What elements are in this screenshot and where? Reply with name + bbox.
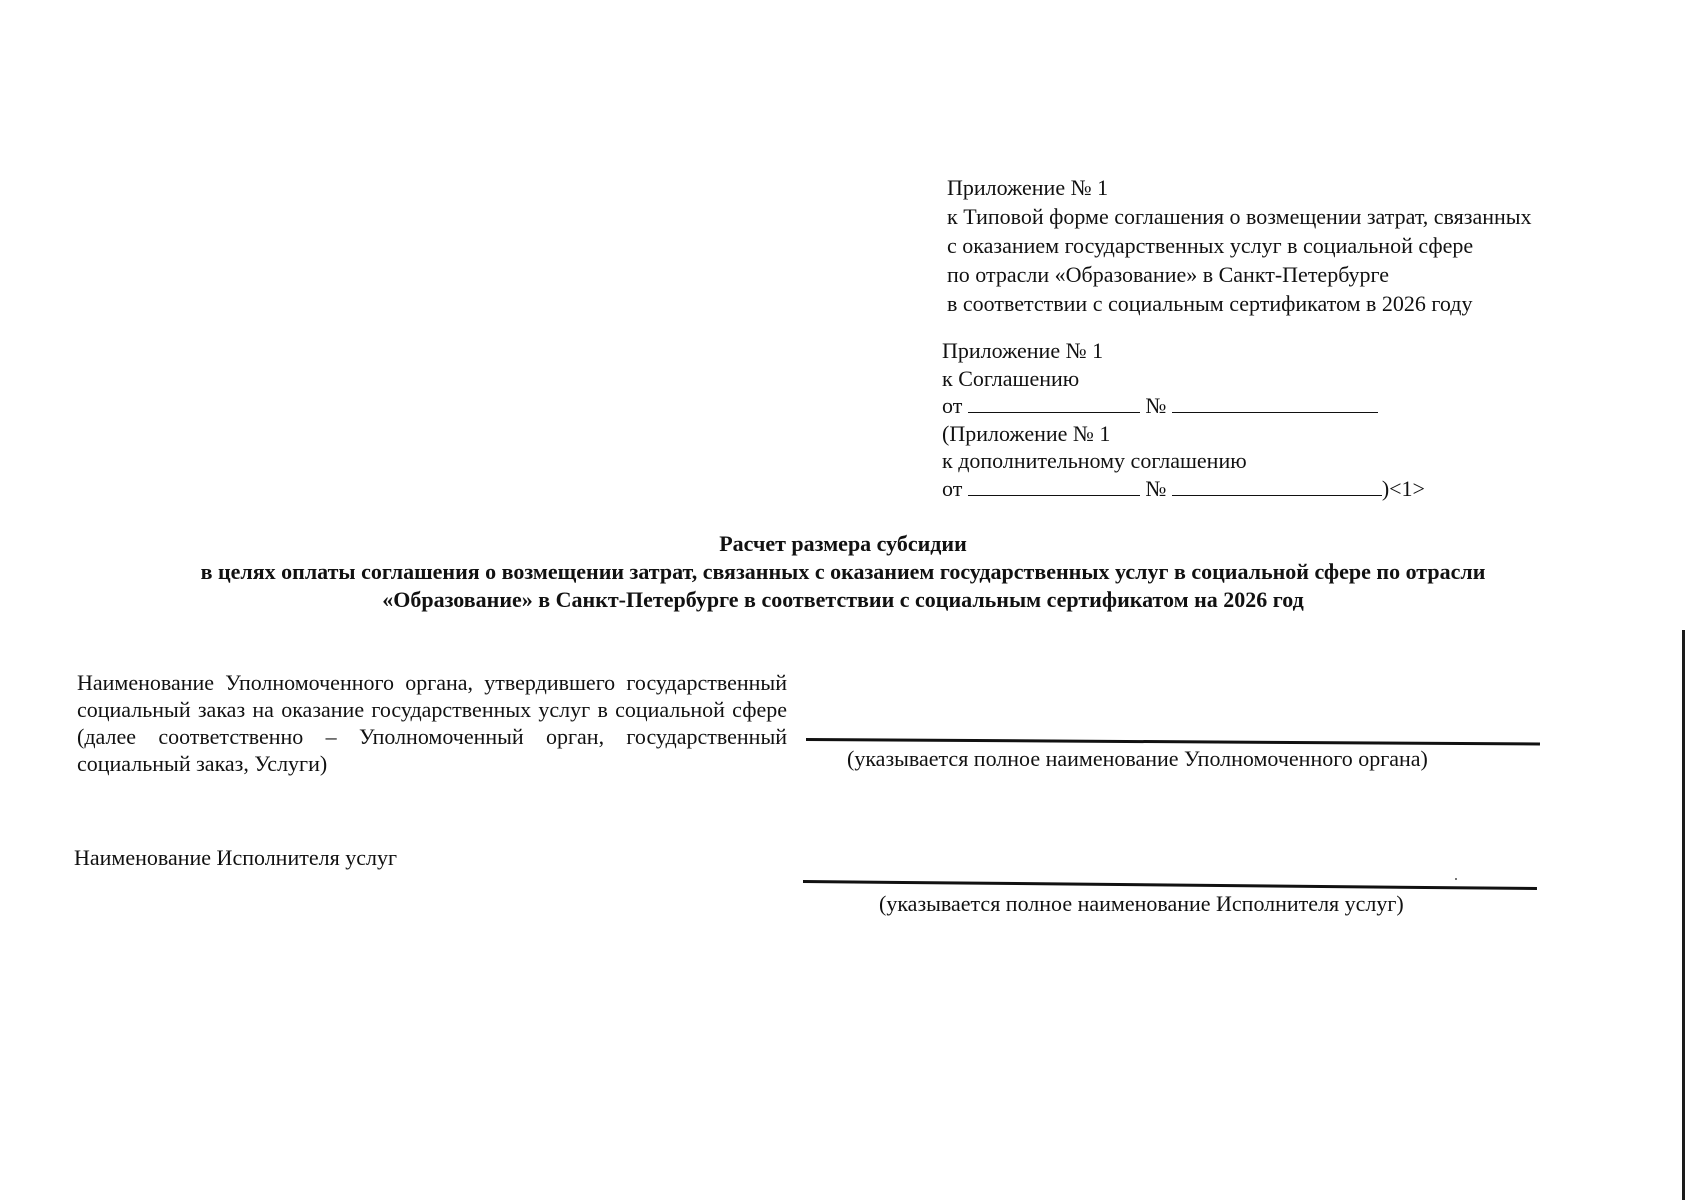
authority-label: Наименование Уполномоченного органа, утвердившего государственный социальный заказ на оказание государственных услуг в социальной сфере (далее соответственно – Уполномоченный орган, государственный социальный заказ, Услуги) [77, 670, 787, 776]
appendix-form-line: Приложение № 1 [947, 175, 1109, 200]
agreement-date-number-row [942, 392, 1425, 420]
appendix-form-line: к Типовой форме соглашения о возмещении затрат, связанных [947, 204, 1532, 229]
authority-name-line[interactable] [806, 738, 1540, 745]
appendix-agreement-title: Приложение № 1 [942, 338, 1104, 363]
authority-hint: (указывается полное наименование Уполномоченного органа) [847, 746, 1428, 771]
appendix-supplementary-ref: к дополнительному соглашению [942, 448, 1247, 473]
supplementary-number-blank[interactable] [1172, 475, 1382, 496]
appendix-agreement-ref: к Соглашению [942, 365, 1080, 391]
agreement-number-blank[interactable] [1172, 392, 1378, 413]
appendix-supplementary-title: (Приложение № 1 [942, 420, 1111, 446]
number-sign: № [1145, 475, 1167, 501]
title-line: в целях оплаты соглашения о возмещении затрат, связанных с оказанием государственных услуг в социальной сфере по отрасли [200, 559, 1486, 584]
appendix-agreement-header [942, 337, 1425, 502]
executor-label: Наименование Исполнителя услуг [74, 845, 397, 870]
document-title [120, 530, 1566, 614]
agreement-date-blank[interactable] [968, 392, 1140, 413]
executor-hint: (указывается полное наименование Исполнителя услуг) [879, 891, 1404, 916]
title-line: «Образование» в Санкт-Петербурге в соответствии с социальным сертификатом на 2026 год [382, 587, 1304, 612]
from-prefix: от [942, 475, 963, 501]
footnote-ref: )<1> [1381, 475, 1425, 501]
supplementary-date-blank[interactable] [968, 475, 1140, 496]
scan-edge-line [1682, 630, 1685, 1200]
from-prefix: от [942, 393, 963, 418]
title-line: Расчет размера субсидии [719, 531, 967, 556]
appendix-form-line: в соответствии с социальным сертификатом в 2026 году [947, 291, 1473, 316]
appendix-form-header [947, 173, 1532, 318]
scan-speck [1455, 878, 1457, 880]
appendix-form-line: с оказанием государственных услуг в социальной сфере [947, 233, 1474, 258]
number-sign: № [1145, 393, 1167, 418]
supplementary-date-number-row [942, 475, 1425, 503]
appendix-form-line: по отрасли «Образование» в Санкт-Петербурге [947, 262, 1390, 287]
executor-name-line[interactable] [803, 880, 1537, 890]
